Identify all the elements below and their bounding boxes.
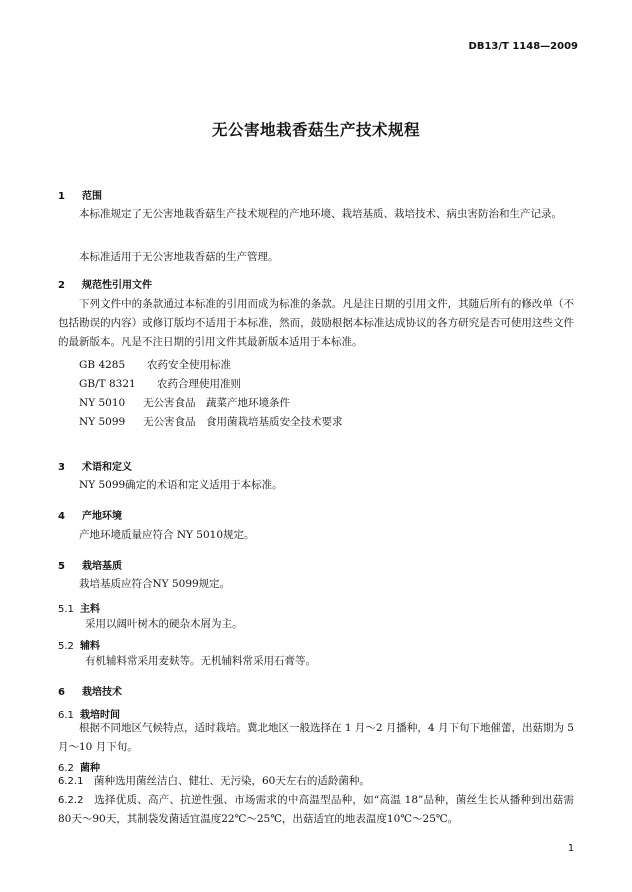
subsection-title: 主料 xyxy=(80,604,100,615)
subsection-number: 5.1 xyxy=(58,604,74,615)
clause-text: 菌种选用菌丝洁白、健壮、无污染，60天左右的适龄菌种。 xyxy=(94,775,370,787)
section-number: 6 xyxy=(58,687,65,698)
reference-code: GB 4285 xyxy=(79,359,126,371)
reference-title: 无公害食品 食用菌栽培基质安全技术要求 xyxy=(143,416,343,428)
subsection-title: 栽培时间 xyxy=(80,710,120,721)
section-number: 5 xyxy=(58,561,65,572)
clause-text: 选择优质、高产、抗逆性强、市场需求的中高温型品种，如“高温 18”品种，菌丝生长从播种到出菇需80天～90天，其制袋发菌适宜温度22℃～25℃，出菇适宜的地表温度10℃～25℃。 xyxy=(58,794,574,825)
section-title: 栽培基质 xyxy=(82,561,122,572)
section-4-heading xyxy=(58,507,122,522)
reference-code: NY 5010 xyxy=(79,397,126,409)
section-1-heading xyxy=(58,187,102,202)
clause-6-2-1 xyxy=(58,772,370,791)
section-title: 范围 xyxy=(82,191,102,202)
section-title: 产地环境 xyxy=(82,511,122,522)
section-4-paragraph-1: 产地环境质量应符合 NY 5010规定。 xyxy=(79,529,255,541)
section-2-heading xyxy=(58,276,152,291)
reference-item xyxy=(79,375,241,394)
subsection-5-2-paragraph: 有机辅料常采用麦麸等。无机辅料常采用石膏等。 xyxy=(85,655,316,667)
subsection-title: 辅料 xyxy=(80,641,100,652)
page-number: 1 xyxy=(567,843,574,854)
section-6-heading xyxy=(58,683,122,698)
reference-title: 农药合理使用准则 xyxy=(157,378,241,390)
reference-title: 无公害食品 蔬菜产地环境条件 xyxy=(143,397,290,409)
subsection-5-2-heading xyxy=(58,637,100,652)
clause-number: 6.2.1 xyxy=(58,776,84,787)
reference-item xyxy=(79,394,290,413)
section-2-paragraph-1: 下列文件中的条款通过本标准的引用而成为标准的条款。凡是注日期的引用文件，其随后所有的修改单（不包括勘误的内容）或修订版均不适用于本标准，然而，鼓励根据本标准达成协议的各方研究是否可使用这些文件的最新版本。凡是不注日期的引用文件其最新版本适用于本标准。 xyxy=(58,298,574,348)
section-1-paragraph-1: 本标准规定了无公害地栽香菇生产技术规程的产地环境、栽培基质、栽培技术、病虫害防治和生产记录。 xyxy=(79,208,562,220)
reference-code: NY 5099 xyxy=(79,416,126,428)
clause-6-2-2 xyxy=(58,791,574,829)
section-1-paragraph-2: 本标准适用于无公害地栽香菇的生产管理。 xyxy=(79,251,279,263)
section-5-heading xyxy=(58,557,122,572)
section-number: 1 xyxy=(58,191,65,202)
section-number: 2 xyxy=(58,280,65,291)
subsection-number: 5.2 xyxy=(58,641,74,652)
document-title: 无公害地栽香菇生产技术规程 xyxy=(211,121,420,139)
standard-code-header: DB13/T 1148—2009 xyxy=(468,41,578,52)
subsection-5-1-heading xyxy=(58,600,100,615)
subsection-5-1-paragraph: 采用以阔叶树木的硬杂木屑为主。 xyxy=(85,618,243,630)
section-5-paragraph-1: 栽培基质应符合NY 5099规定。 xyxy=(79,578,231,590)
subsection-number: 6.2 xyxy=(58,763,74,774)
subsection-number: 6.1 xyxy=(58,710,74,721)
reference-item xyxy=(79,356,231,375)
section-3-heading xyxy=(58,458,132,473)
section-title: 规范性引用文件 xyxy=(82,280,152,291)
section-3-paragraph-1: NY 5099确定的术语和定义适用于本标准。 xyxy=(79,479,283,491)
subsection-6-1-paragraph: 根据不同地区气候特点，适时栽培。冀北地区一般选择在 1 月～2 月播种，4 月下旬下地催蕾，出菇期为 5 月～10 月下旬。 xyxy=(58,722,574,753)
subsection-title: 菌种 xyxy=(80,763,100,774)
section-title: 术语和定义 xyxy=(82,462,132,473)
reference-title: 农药安全使用标准 xyxy=(147,359,231,371)
section-title: 栽培技术 xyxy=(82,687,122,698)
reference-code: GB/T 8321 xyxy=(79,378,136,390)
section-number: 3 xyxy=(58,462,65,473)
section-number: 4 xyxy=(58,511,65,522)
clause-number: 6.2.2 xyxy=(58,795,84,806)
reference-item xyxy=(79,413,343,432)
